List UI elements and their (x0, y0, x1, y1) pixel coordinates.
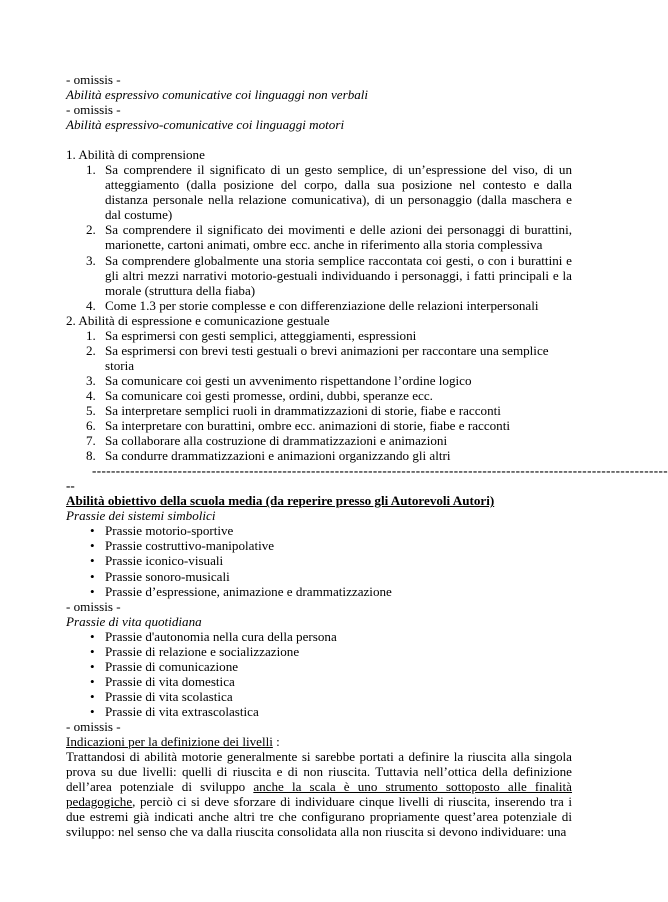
section-heading-nonverbal: Abilità espressivo comunicative coi linguaggi non verbali (66, 87, 369, 103)
list-item: 3. Sa comprendere globalmente una storia semplice raccontata coi gesti, o con i burattini e gli altri mezzi narrativi motorio-gestuali individuando i personaggi, i fatti principali e la morale (struttura della fiaba) (86, 252, 572, 298)
section-comprehension (66, 147, 572, 313)
list-item: • Prassie di vita extrascolastica (90, 703, 259, 719)
bullet-icon: • (90, 538, 95, 554)
group-title-daily-life: Prassie di vita quotidiana (66, 613, 202, 629)
list-item: 3. Sa comunicare coi gesti un avvenimento rispettandone l’ordine logico (86, 372, 472, 388)
list-item: • Prassie iconico-visuali (90, 553, 224, 569)
section-title: 1. Abilità di comprensione (66, 147, 205, 163)
omissis-marker: - omissis - (66, 102, 121, 118)
list-item: • Prassie motorio-sportive (90, 523, 234, 539)
numbered-list (66, 162, 572, 312)
list-item: • Prassie di vita domestica (90, 673, 235, 689)
list-item: 2. Sa esprimersi con brevi testi gestuali o brevi animazioni per raccontare una semplice storia (86, 342, 549, 373)
list-item: 6. Sa interpretare con burattini, ombre ecc. animazioni di storie, fiabe e racconti (86, 418, 511, 434)
levels-label: Indicazioni per la definizione dei livelli (66, 734, 273, 750)
list-item: 1. Sa esprimersi con gesti semplici, atteggiamenti, espressioni (86, 327, 417, 343)
list-item: 1. Sa comprendere il significato di un gesto semplice, di un’espressione del viso, di un atteggiamento (dalla posizione del corpo, dalla sua posizione nel contesto e dalla distanza personale nella relazione comunicativa), di un personaggio (dalla maschera e dal costume) (86, 162, 572, 223)
list-item: • Prassie costruttivo-manipolative (90, 538, 275, 554)
section-heading-motor: Abilità espressivo-comunicative coi linguaggi motori (66, 117, 345, 133)
bullet-icon: • (90, 523, 95, 539)
list-item: 8. Sa condurre drammatizzazioni e animazioni organizzando gli altri (86, 448, 451, 464)
document-page (66, 72, 668, 840)
list-item: 4. Come 1.3 per storie complesse e con differenziazione delle relazioni interpersonali (86, 297, 539, 313)
list-item: • Prassie d'autonomia nella cura della persona (90, 628, 337, 644)
bullet-list-daily-life (66, 629, 572, 719)
omissis-marker: - omissis - (66, 598, 121, 614)
bullet-list-symbolic (66, 523, 572, 598)
bullet-icon: • (90, 703, 95, 719)
group-title-symbolic: Prassie dei sistemi simbolici (66, 508, 216, 524)
numbered-list (66, 328, 572, 463)
list-item: • Prassie di relazione e socializzazione (90, 643, 300, 659)
levels-colon: : (272, 734, 280, 750)
bullet-icon: • (90, 658, 95, 674)
bullet-icon: • (90, 628, 95, 644)
omissis-marker: - omissis - (66, 718, 121, 734)
separator-line: ------------------------------------------------------------------------------------------------------------------------- (92, 463, 668, 479)
list-item: • Prassie sonoro-musicali (90, 568, 230, 584)
blank-line (66, 132, 572, 147)
list-item: • Prassie di vita scolastica (90, 688, 233, 704)
bullet-icon: • (90, 673, 95, 689)
section-expression (66, 313, 572, 463)
list-item: • Prassie di comunicazione (90, 658, 239, 674)
bullet-icon: • (90, 553, 95, 569)
levels-heading (66, 734, 572, 749)
list-item: • Prassie d’espressione, animazione e drammatizzazione (90, 583, 392, 599)
bullet-icon: • (90, 643, 95, 659)
levels-paragraph: Trattandosi di abilità motorie generalmente si sarebbe portati a definire la riuscita alla singola prova su due livelli: quelli di riuscita e di non riuscita. Tuttavia nell’ottica della definizione dell’area potenziale di sviluppo anche la scala è uno strumento sottoposto alle finalità pedagogiche, perciò ci si deve sforzare di individuare cinque livelli di riuscita, inserendo tra i due estremi già indicati anche altri tre che configurano propriamente quest’area potenziale di sviluppo: nel senso che va dalla riuscita consolidata alla non riuscita si devono individuare: una (66, 749, 572, 840)
section-title: 2. Abilità di espressione e comunicazione gestuale (66, 312, 330, 328)
separator-tail: -- (66, 478, 75, 494)
omissis-marker: - omissis - (66, 72, 121, 87)
bullet-icon: • (90, 688, 95, 704)
middle-school-heading: Abilità obiettivo della scuola media (da reperire presso gli Autorevoli Autori) (66, 493, 495, 509)
bullet-icon: • (90, 583, 95, 599)
bullet-icon: • (90, 568, 95, 584)
list-item: 2. Sa comprendere il significato dei movimenti e delle azioni dei personaggi di burattini, marionette, cartoni animati, ombre ecc. anche in riferimento alla storia complessiva (86, 222, 572, 253)
list-item: 5. Sa interpretare semplici ruoli in drammatizzazioni di storie, fiabe e racconti (86, 402, 501, 418)
list-item: 7. Sa collaborare alla costruzione di drammatizzazioni e animazioni (86, 433, 448, 449)
underlined-phrase: anche la scala è uno strumento sottoposto alle finalità pedagogiche (66, 779, 572, 810)
list-item: 4. Sa comunicare coi gesti promesse, ordini, dubbi, speranze ecc. (86, 387, 433, 403)
